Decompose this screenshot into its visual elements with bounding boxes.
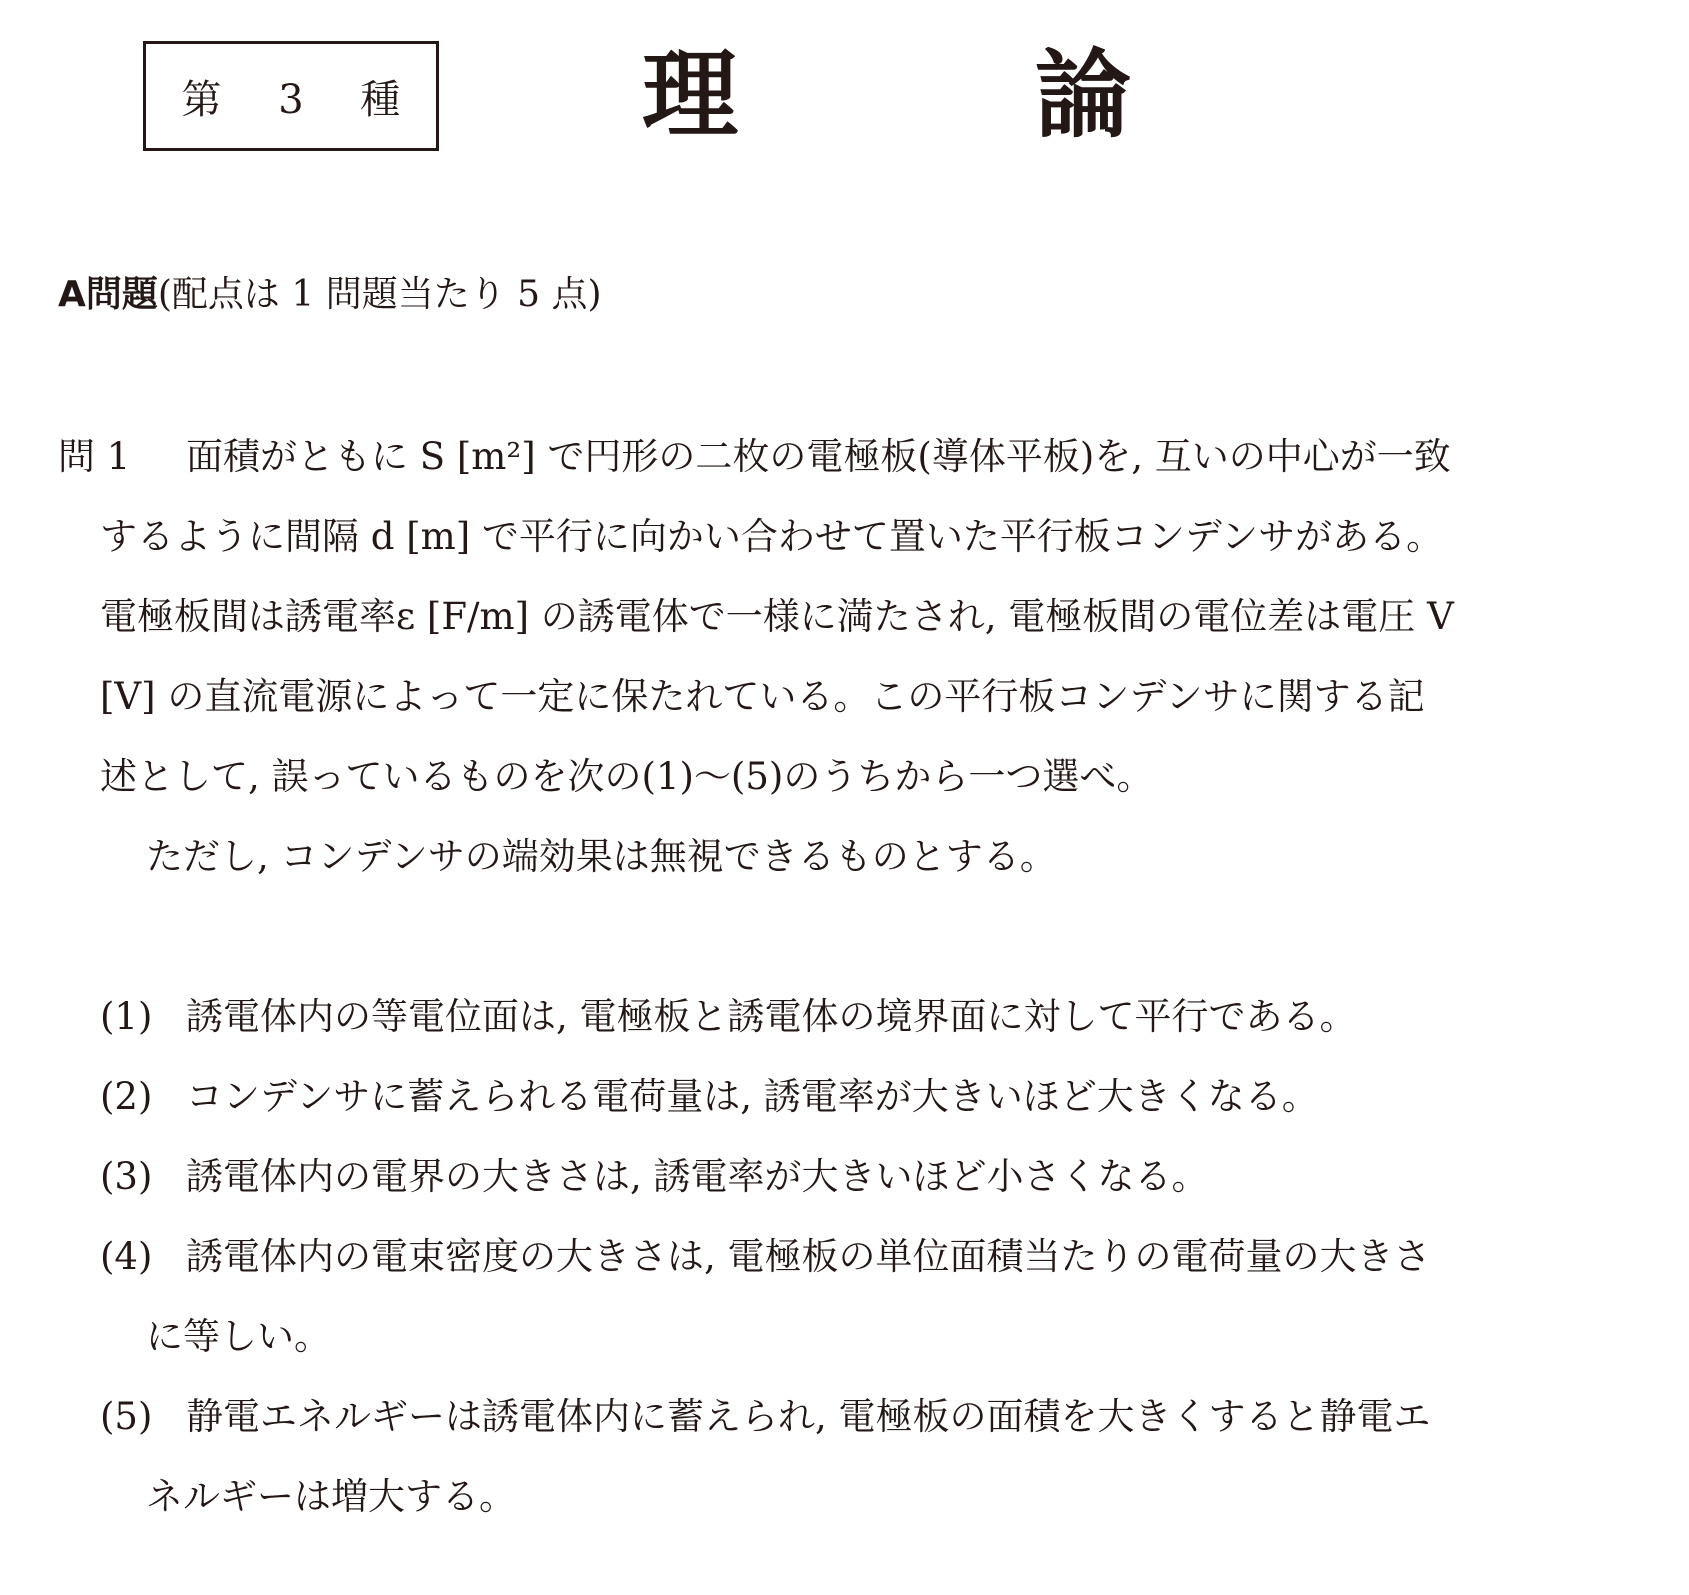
question-number: 問 1 — [58, 435, 131, 478]
option-text-5: 静電エネルギーは誘電体内に蓄えられ, 電極板の面積を大きくすると静電エ — [186, 1395, 1431, 1438]
question-line: 面積がともに S [m²] で円形の二枚の電極板(導体平板)を, 互いの中心が一致 — [186, 435, 1451, 478]
option-text-4: 誘電体内の電束密度の大きさは, 電極板の単位面積当たりの電荷量の大きさ — [186, 1235, 1431, 1278]
grade-label: 第 3 種 — [181, 76, 423, 123]
subject-title-char-1: 理 — [642, 38, 738, 151]
option-label-5: (5) — [100, 1395, 153, 1438]
question-line: 電極板間は誘電率ε [F/m] の誘電体で一様に満たされ, 電極板間の電位差は電圧 V — [100, 595, 1454, 638]
question-note-line: ただし, コンデンサの端効果は無視できるものとする。 — [146, 835, 1057, 878]
option-text-4-continued: に等しい。 — [146, 1315, 331, 1358]
option-label-4: (4) — [100, 1235, 153, 1278]
option-text-2: コンデンサに蓄えられる電荷量は, 誘電率が大きいほど大きくなる。 — [186, 1075, 1319, 1118]
option-text-1: 誘電体内の等電位面は, 電極板と誘電体の境界面に対して平行である。 — [186, 995, 1357, 1038]
section-heading-note: (配点は 1 問題当たり 5 点) — [157, 274, 602, 315]
option-text-5-continued: ネルギーは増大する。 — [146, 1475, 516, 1518]
option-label-3: (3) — [100, 1155, 153, 1198]
option-label-2: (2) — [100, 1075, 153, 1118]
section-heading — [58, 270, 602, 320]
question-line: するように間隔 d [m] で平行に向かい合わせて置いた平行板コンデンサがある。 — [100, 515, 1444, 558]
option-text-3: 誘電体内の電界の大きさは, 誘電率が大きいほど小さくなる。 — [186, 1155, 1209, 1198]
question-line: [V] の直流電源によって一定に保たれている。この平行板コンデンサに関する記 — [100, 675, 1425, 718]
grade-label-box — [143, 41, 439, 151]
option-label-1: (1) — [100, 995, 153, 1038]
section-heading-title: A問題 — [58, 274, 158, 315]
question-line: 述として, 誤っているものを次の(1)〜(5)のうちから一つ選べ。 — [100, 755, 1154, 798]
subject-title-char-2: 論 — [1035, 38, 1131, 151]
